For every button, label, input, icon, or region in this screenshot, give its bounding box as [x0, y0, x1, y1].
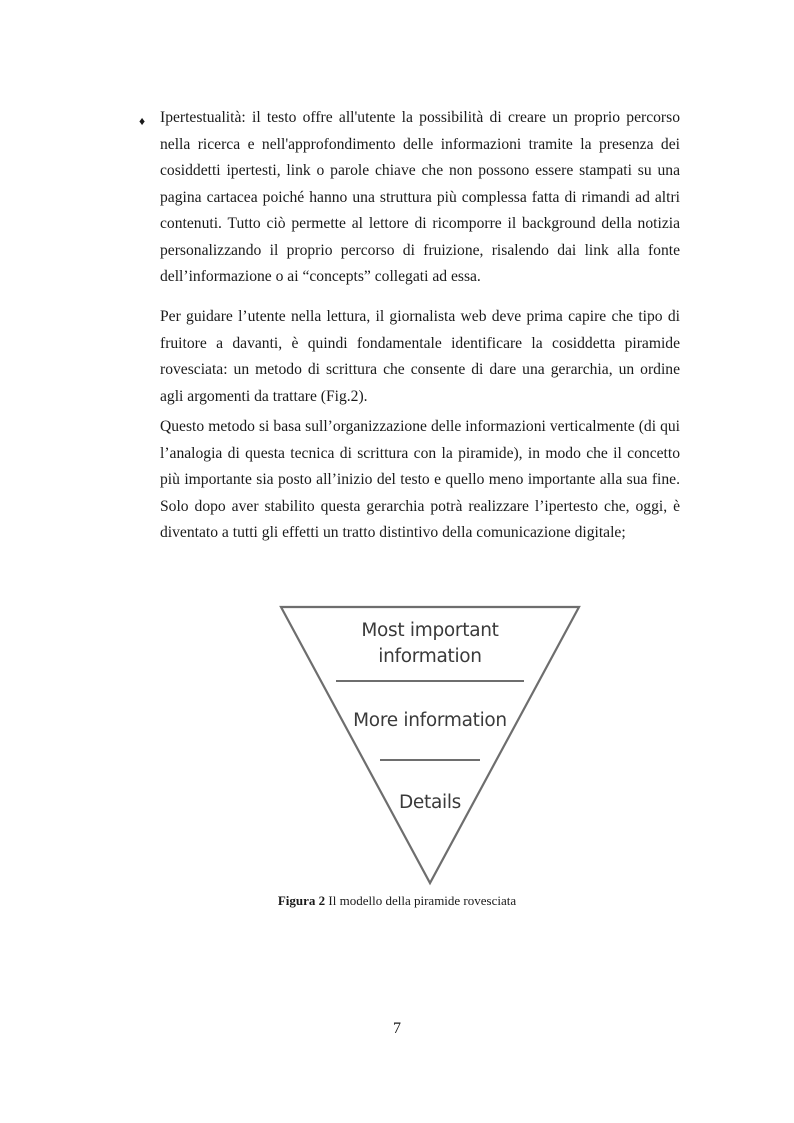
pyramid-level-top — [278, 618, 582, 670]
level-label: Most important information — [361, 620, 499, 667]
pyramid-level-middle — [278, 708, 582, 734]
level-label: Details — [398, 792, 462, 813]
caption-label: Figura 2 — [277, 893, 326, 908]
body-paragraph-1 — [160, 304, 680, 410]
body-paragraph-2 — [160, 414, 680, 547]
paragraph-text: Questo metodo si basa sull’organizzazione delle informazioni verticalmente (di qui l’analogia di questa tecnica di scrittura con la piramide), in modo che il concetto più importante sia posto all’inizio del testo e quello meno importante alla sua fine. Solo dopo aver stabilito questa gerarchia potrà realizzare l’ipertesto che, oggi, è diventato a tutti gli effetti un tratto distintivo della comunicazione digitale; — [160, 418, 680, 541]
paragraph-text: Per guidare l’utente nella lettura, il giornalista web deve prima capire che tipo di fruitore a davanti, è quindi fondamentale identificare la cosiddetta piramide rovesciata: un metodo di scrittura che consente di dare una gerarchia, un ordine agli argomenti da trattare (Fig.2). — [160, 308, 680, 405]
inverted-pyramid-figure — [278, 604, 582, 886]
level-label: More information — [353, 710, 507, 731]
page-number: 7 — [393, 1020, 401, 1037]
caption-text: Il modello della piramide rovesciata — [325, 893, 517, 908]
bullet-marker: ♦ — [139, 114, 146, 128]
bullet-paragraph — [160, 105, 680, 291]
bullet-text: Ipertestualità: il testo offre all'utente la possibilità di creare un proprio percorso nella ricerca e nell'approfondimento delle informazioni tramite la presenza dei cosiddetti ipertesti, link o parole chiave che non possono essere stampati su una pagina cartacea poiché hanno una struttura più complessa fatta di rimandi ad altri contenuti. Tutto ciò permette al lettore di ricomporre il background della notizia personalizzando il proprio percorso di fruizione, risalendo dai link alla fonte dell’informazione o ai “concepts” collegati ad essa. — [160, 109, 680, 285]
figure-caption — [0, 892, 794, 910]
pyramid-level-bottom — [278, 790, 582, 816]
